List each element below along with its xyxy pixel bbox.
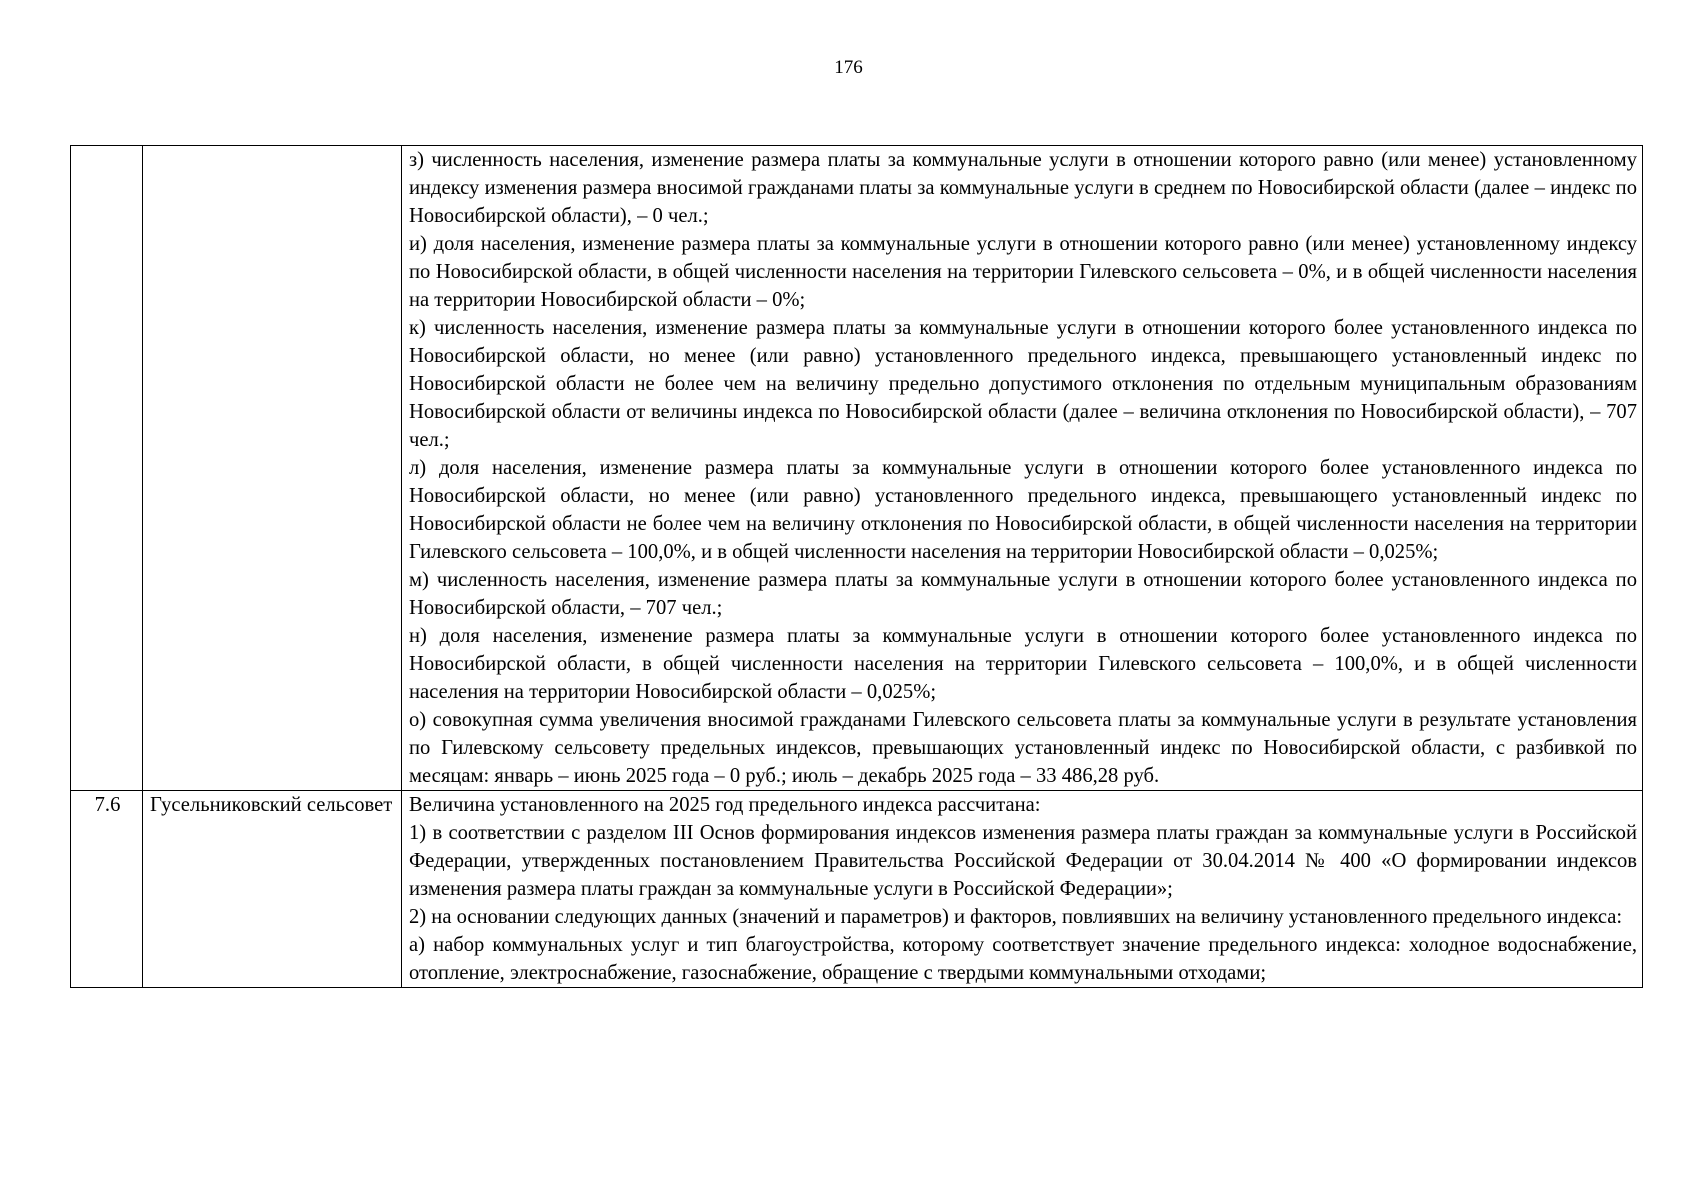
municipality-name-cell: Гусельниковский сельсовет: [143, 791, 402, 988]
description-cell: [402, 791, 1643, 988]
document-table: [70, 145, 1643, 988]
paragraph-k: к) численность населения, изменение размера платы за коммунальные услуги в отношении которого более установленного индекса по Новосибирской области, но менее (или равно) установленного предельного индекса, превышающего установленный индекс по Новосибирской области не более чем на величину предельно допустимого отклонения по отдельным муниципальным образованиям Новосибирской области от величины индекса по Новосибирской области (далее – величина отклонения по Новосибирской области), – 707 чел.;: [409, 317, 1637, 451]
paragraph-l: л) доля населения, изменение размера платы за коммунальные услуги в отношении которого более установленного индекса по Новосибирской области, но менее (или равно) установленного предельного индекса, превышающего установленный индекс по Новосибирской области не более чем на величину отклонения по Новосибирской области, в общей численности населения на территории Гилевского сельсовета – 100,0%, и в общей численности населения на территории Новосибирской области – 0,025%;: [409, 457, 1637, 563]
paragraph-z: з) численность населения, изменение размера платы за коммунальные услуги в отношении которого равно (или менее) установленному индексу изменения размера вносимой гражданами платы за коммунальные услуги в среднем по Новосибирской области (далее – индекс по Новосибирской области), – 0 чел.;: [409, 149, 1637, 227]
municipality-name-cell: [143, 146, 402, 791]
paragraph-n: н) доля населения, изменение размера платы за коммунальные услуги в отношении которого более установленного индекса по Новосибирской области, в общей численности населения на территории Гилевского сельсовета – 100,0%, и в общей численности населения на территории Новосибирской области – 0,025%;: [409, 625, 1637, 703]
description-cell: [402, 146, 1643, 791]
row-number-cell: 7.6: [71, 791, 143, 988]
paragraph-a: а) набор коммунальных услуг и тип благоустройства, которому соответствует значение предельного индекса: холодное водоснабжение, отопление, электроснабжение, газоснабжение, обращение с твердыми коммунальными отходами;: [409, 934, 1637, 984]
paragraph-i: и) доля населения, изменение размера платы за коммунальные услуги в отношении которого равно (или менее) установленному индексу по Новосибирской области, в общей численности населения на территории Гилевского сельсовета – 0%, и в общей численности населения на территории Новосибирской области – 0%;: [409, 233, 1637, 311]
row-number-cell: [71, 146, 143, 791]
paragraph-m: м) численность населения, изменение размера платы за коммунальные услуги в отношении которого более установленного индекса по Новосибирской области, – 707 чел.;: [409, 569, 1637, 619]
table-row: [71, 791, 1643, 988]
paragraph-o: о) совокупная сумма увеличения вносимой гражданами Гилевского сельсовета платы за коммунальные услуги в результате установления по Гилевскому сельсовету предельных индексов, превышающих установленный индекс по Новосибирской области, с разбивкой по месяцам: январь – июнь 2025 года – 0 руб.; июль – декабрь 2025 года – 33 486,28 руб.: [409, 709, 1637, 787]
paragraph-2: 2) на основании следующих данных (значений и параметров) и факторов, повлиявших на величину установленного предельного индекса:: [409, 906, 1623, 928]
paragraph-intro: Величина установленного на 2025 год предельного индекса рассчитана:: [409, 794, 1041, 816]
page-number: 176: [834, 57, 863, 78]
paragraph-1: 1) в соответствии с разделом III Основ формирования индексов изменения размера платы граждан за коммунальные услуги в Российской Федерации, утвержденных постановлением Правительства Российской Федерации от 30.04.2014 № 400 «О формировании индексов изменения размера платы граждан за коммунальные услуги в Российской Федерации»;: [409, 822, 1637, 900]
table-row: [71, 146, 1643, 791]
